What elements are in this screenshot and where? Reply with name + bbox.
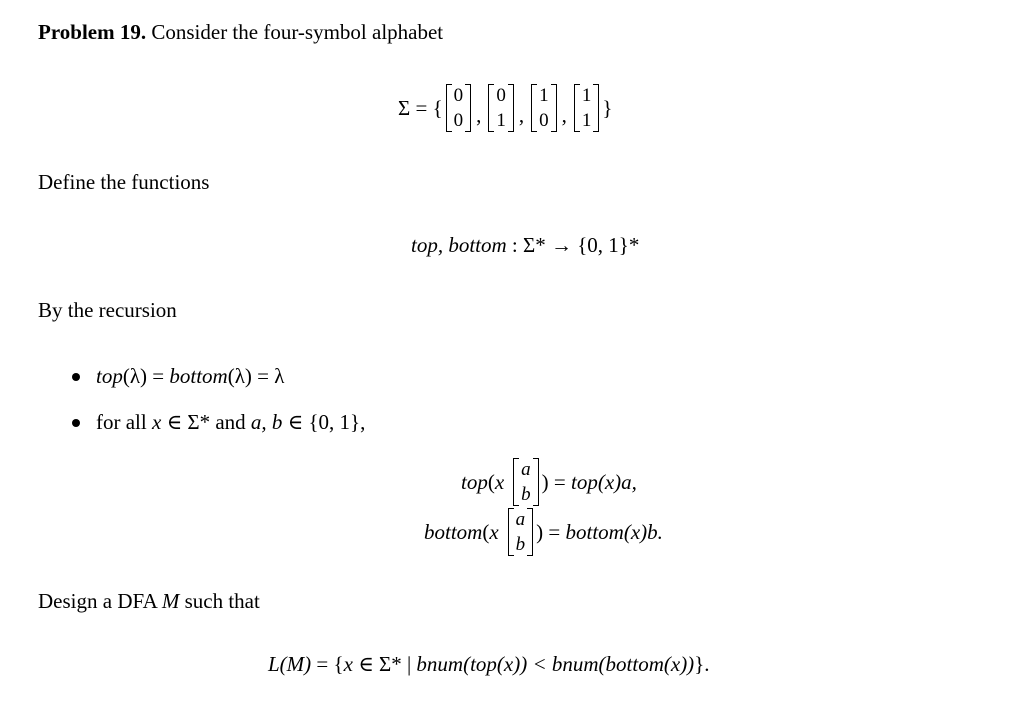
var: x xyxy=(489,519,499,544)
vector-top: 1 xyxy=(581,85,592,106)
vector-bottom: 1 xyxy=(581,110,592,131)
sigma-equation xyxy=(398,84,613,132)
var: M xyxy=(161,589,180,613)
membership: ∈ Σ* | xyxy=(352,652,417,676)
functions-equation xyxy=(411,233,639,258)
paren: ) xyxy=(541,469,549,494)
vector-top: 0 xyxy=(453,85,464,106)
equals: = xyxy=(543,519,566,544)
bullet-item-step xyxy=(96,410,365,435)
vector-top: a xyxy=(521,459,531,480)
condition: bnum(top(x)) < bnum(bottom(x)) xyxy=(416,652,695,676)
var: x xyxy=(494,469,505,494)
design-text xyxy=(38,589,260,614)
function-signature: : Σ* → {0, 1}* xyxy=(506,233,640,257)
bullet-icon xyxy=(72,373,80,381)
vector-bottom: b xyxy=(521,484,531,505)
var: x xyxy=(343,652,353,676)
comma: , xyxy=(476,102,482,127)
bullet-item-base xyxy=(96,364,284,389)
symbol-vector xyxy=(508,508,534,556)
text: ∈ {0, 1}, xyxy=(282,410,366,434)
var: x xyxy=(151,410,162,434)
top-recursion-equation xyxy=(461,458,637,506)
function-names: top, bottom xyxy=(411,233,507,257)
vector-top: 1 xyxy=(539,85,549,106)
bullet-icon xyxy=(72,419,80,427)
comma: , xyxy=(561,102,567,127)
problem-statement xyxy=(38,20,443,45)
sigma-close: } xyxy=(602,95,613,120)
sigma-vector xyxy=(488,84,514,132)
recursion-text: By the recursion xyxy=(38,298,177,322)
fn-name: bottom xyxy=(424,519,483,544)
lhs: L(M) xyxy=(268,652,312,676)
problem-intro: Consider the four-symbol alphabet xyxy=(151,20,444,44)
text: Design a DFA xyxy=(38,589,162,613)
vector-bottom: 0 xyxy=(453,110,464,131)
var: a, b xyxy=(250,410,283,434)
paren: ( xyxy=(482,519,490,544)
vector-bottom: b xyxy=(515,534,526,555)
fn-bottom: bottom xyxy=(169,364,228,388)
text: (λ) = λ xyxy=(227,364,285,388)
vector-top: 0 xyxy=(496,85,506,106)
comma: , xyxy=(518,102,525,127)
symbol-vector xyxy=(513,458,539,506)
problem-label: Problem 19. xyxy=(38,20,147,44)
rhs: bottom(x)b. xyxy=(565,519,663,544)
text: ∈ Σ* and xyxy=(161,410,251,434)
language-equation xyxy=(268,652,710,677)
paren: ( xyxy=(487,469,495,494)
text: such that xyxy=(179,589,260,613)
vector-top: a xyxy=(515,509,526,530)
paren: ) xyxy=(536,519,544,544)
bottom-recursion-equation xyxy=(424,508,663,556)
text: (λ) = xyxy=(122,364,170,388)
text: for all xyxy=(96,410,152,434)
equals: = { xyxy=(311,652,344,676)
close: }. xyxy=(694,652,710,676)
sigma-vector xyxy=(531,84,557,132)
sigma-vector xyxy=(446,84,472,132)
define-text: Define the functions xyxy=(38,170,210,194)
sigma-lhs: Σ = { xyxy=(398,95,443,120)
fn-name: top xyxy=(461,469,488,494)
vector-bottom: 0 xyxy=(539,110,549,131)
sigma-vector xyxy=(574,84,600,132)
fn-top: top xyxy=(96,364,123,388)
vector-bottom: 1 xyxy=(496,110,506,131)
rhs: top(x)a, xyxy=(571,469,637,494)
equals: = xyxy=(548,469,572,494)
